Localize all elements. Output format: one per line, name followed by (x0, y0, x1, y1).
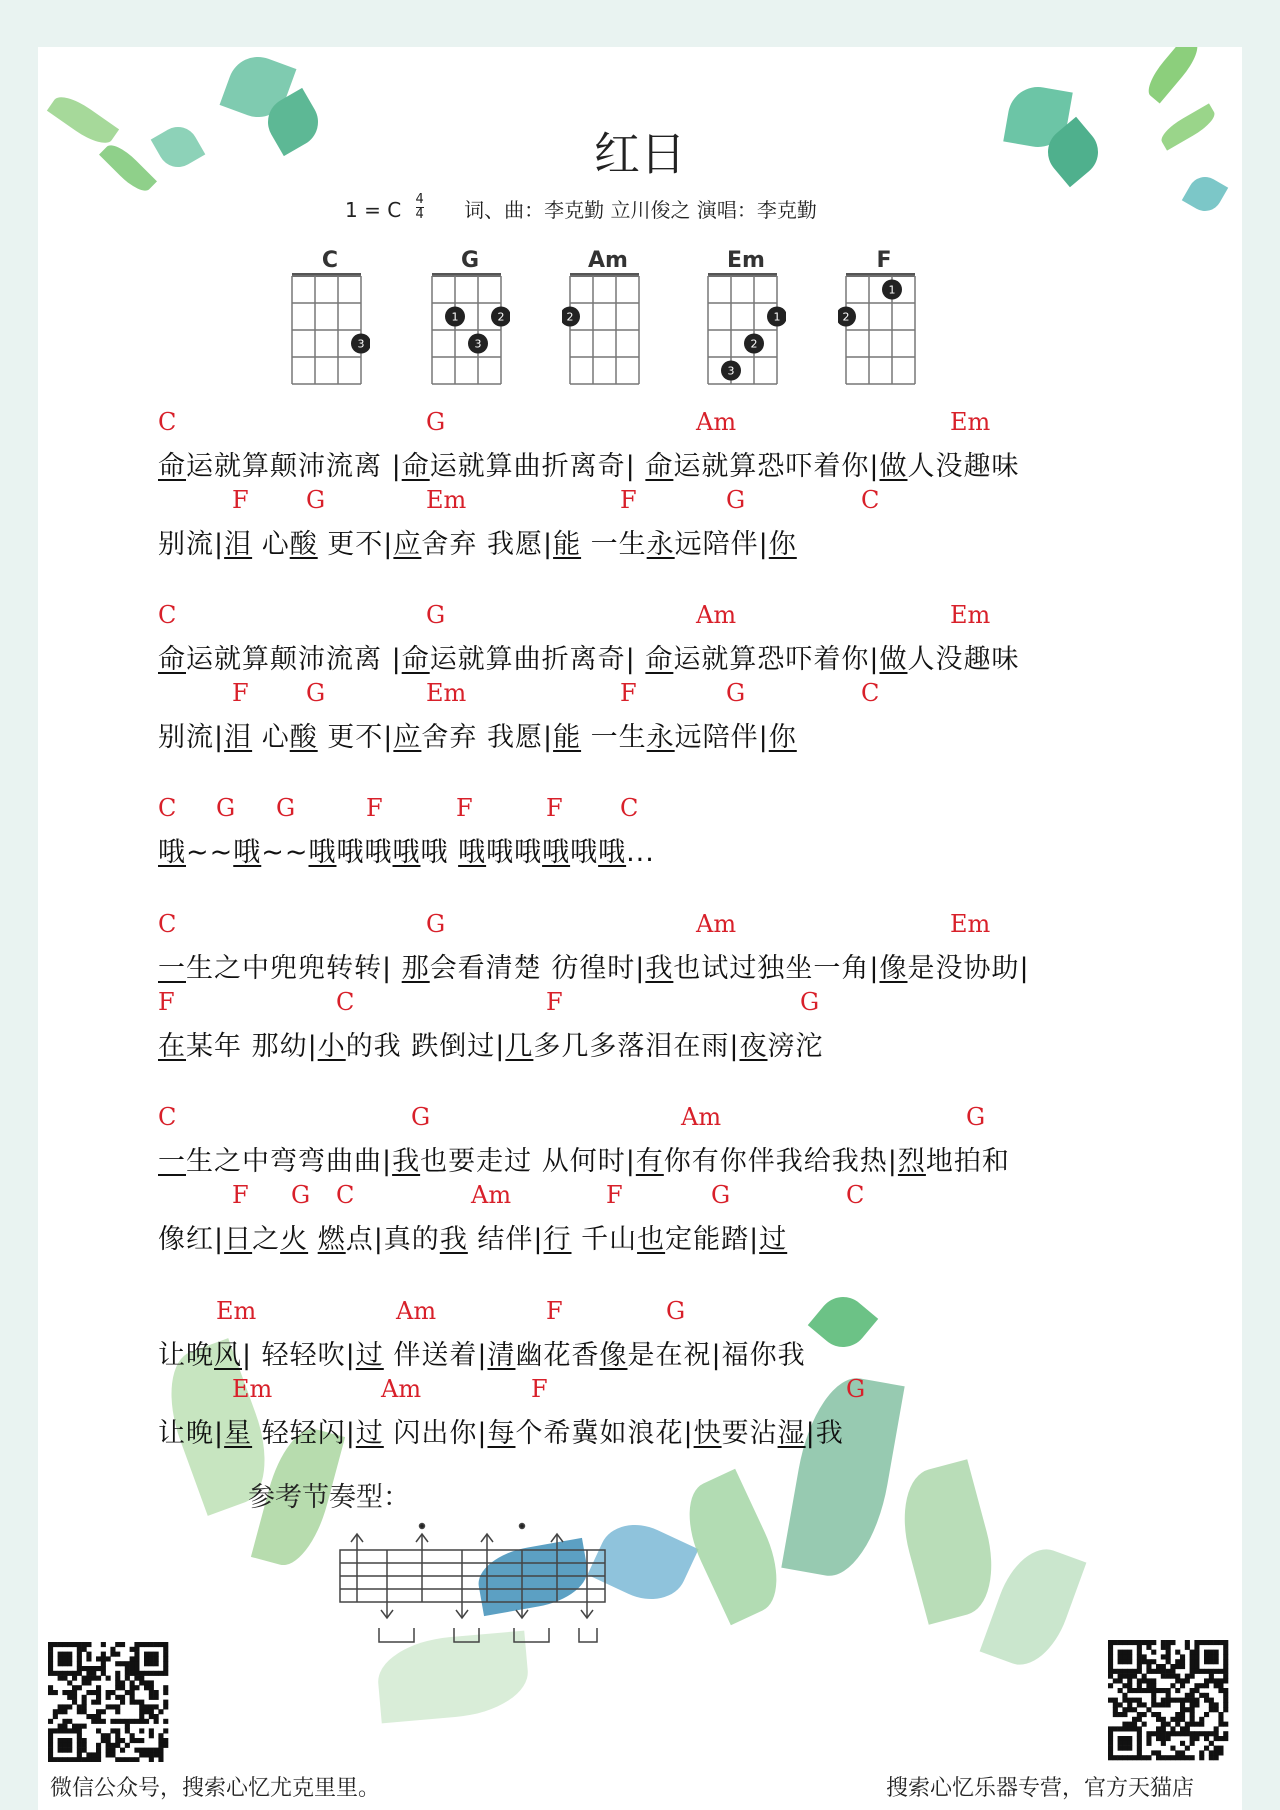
chord-label: G (306, 679, 326, 707)
lyric-line: 让晚风| 轻轻吹|过 伴送着|清幽花香像是在祝|福你我 (158, 1340, 806, 1371)
chord-name-c: C (321, 248, 339, 273)
chord-label: C (620, 794, 639, 822)
chord-label: G (306, 486, 326, 514)
chord-label: F (606, 1181, 623, 1209)
credits: 词、曲：李克勤 立川俊之 演唱：李克勤 (464, 198, 817, 222)
chord-label: Am (696, 408, 737, 436)
song-meta (345, 194, 817, 226)
chord-label: Em (426, 486, 467, 514)
chord-label: C (158, 794, 177, 822)
lyric-line: 一生之中兜兜转转| 那会看清楚 彷徨时|我也试过独坐一角|像是没协助| (158, 953, 1030, 984)
chord-label: Em (232, 1375, 273, 1403)
lyric-line: 在某年 那幼|小的我 跌倒过|几多几多落泪在雨|夜滂沱 (158, 1031, 824, 1062)
chord-diagram-c (284, 270, 370, 386)
chord-label: F (620, 486, 637, 514)
chord-label: F (546, 1297, 563, 1325)
chord-label: C (158, 910, 177, 938)
finger-number: 3 (357, 337, 365, 351)
chord-name-am: Am (588, 248, 628, 273)
lyric-line: 别流|泪 心酸 更不|应舍弃 我愿|能 一生永远陪伴|你 (158, 529, 797, 560)
chord-label: F (546, 794, 563, 822)
chord-label: F (620, 679, 637, 707)
finger-number: 1 (773, 310, 781, 324)
chord-label: G (726, 486, 746, 514)
chord-label: Em (950, 910, 991, 938)
chord-label: G (216, 794, 236, 822)
rhythm-pattern (335, 1520, 615, 1650)
chord-label: F (531, 1375, 548, 1403)
chord-diagram-am (562, 270, 648, 386)
finger-number: 2 (842, 310, 850, 324)
finger-number: 2 (497, 310, 505, 324)
chord-name-f: F (876, 248, 892, 273)
leaf-decoration (890, 1459, 1006, 1625)
finger-number: 3 (474, 337, 482, 351)
lyric-line: 一生之中弯弯曲曲|我也要走过 从何时|有你有你伴我给我热|烈地拍和 (158, 1146, 1010, 1177)
chord-label: G (726, 679, 746, 707)
chord-label: C (158, 1103, 177, 1131)
chord-label: Em (426, 679, 467, 707)
chord-label: G (426, 910, 446, 938)
chord-label: C (861, 486, 880, 514)
chord-name-em: Em (727, 248, 765, 273)
chord-label: C (861, 679, 880, 707)
chord-label: G (426, 601, 446, 629)
time-signature: $\frac{4}{4}$ (415, 192, 424, 222)
chord-label: Em (950, 408, 991, 436)
chord-label: C (158, 601, 177, 629)
chord-label: C (336, 1181, 355, 1209)
chord-label: G (426, 408, 446, 436)
lyric-line: 让晚|星 轻轻闪|过 闪出你|每个希冀如浪花|快要沾湿|我 (158, 1418, 844, 1449)
chord-label: G (966, 1103, 986, 1131)
lyric-line: 别流|泪 心酸 更不|应舍弃 我愿|能 一生永远陪伴|你 (158, 722, 797, 753)
chord-label: C (846, 1181, 865, 1209)
chord-label: Am (471, 1181, 512, 1209)
chord-label: F (546, 988, 563, 1016)
chord-label: G (800, 988, 820, 1016)
leaf-decoration (808, 1287, 878, 1357)
leaf-decoration (980, 1539, 1087, 1676)
chord-label: G (291, 1181, 311, 1209)
footer-wechat: 微信公众号，搜索心忆尤克里里。 (50, 1776, 381, 1801)
chord-diagram-f (838, 270, 924, 386)
chord-label: G (666, 1297, 686, 1325)
key-signature: 1 = C (345, 198, 402, 222)
chord-diagram-g (424, 270, 510, 386)
chord-label: F (232, 486, 249, 514)
chord-label: Em (216, 1297, 257, 1325)
qr-code-left (48, 1642, 173, 1762)
finger-number: 3 (727, 364, 735, 378)
lyric-line: 命运就算颠沛流离 |命运就算曲折离奇| 命运就算恐吓着你|做人没趣味 (158, 644, 1020, 675)
finger-number: 2 (566, 310, 574, 324)
chord-label: G (411, 1103, 431, 1131)
lyric-line: 命运就算颠沛流离 |命运就算曲折离奇| 命运就算恐吓着你|做人没趣味 (158, 451, 1020, 482)
chord-label: Am (396, 1297, 437, 1325)
lyric-line: 哦~~哦~~哦哦哦哦哦 哦哦哦哦哦哦... (158, 837, 655, 868)
chord-label: F (456, 794, 473, 822)
chord-label: G (846, 1375, 866, 1403)
chord-label: G (711, 1181, 731, 1209)
leaf-decoration (781, 1371, 904, 1584)
chord-label: C (158, 408, 177, 436)
finger-number: 1 (888, 283, 896, 297)
chord-diagram-em (700, 270, 786, 386)
chord-label: G (276, 794, 296, 822)
leaf-decoration (1141, 47, 1204, 104)
footer-store: 搜索心忆乐器专营，官方天猫店 (886, 1776, 1195, 1801)
chord-label: C (336, 988, 355, 1016)
lyric-line: 像红|日之火 燃点|真的我 结伴|行 千山也定能踏|过 (158, 1224, 788, 1255)
chord-label: F (232, 679, 249, 707)
finger-number: 2 (750, 337, 758, 351)
finger-number: 1 (451, 310, 459, 324)
rhythm-label: 参考节奏型： (248, 1482, 410, 1513)
chord-label: Am (681, 1103, 722, 1131)
chord-label: Am (696, 601, 737, 629)
chord-label: F (158, 988, 175, 1016)
chord-name-g: G (460, 248, 480, 273)
qr-code-right (1108, 1640, 1230, 1762)
chord-label: F (366, 794, 383, 822)
chord-label: F (232, 1181, 249, 1209)
chord-label: Am (381, 1375, 422, 1403)
page-title: 红日 (594, 127, 686, 181)
chord-label: Em (950, 601, 991, 629)
chord-label: Am (696, 910, 737, 938)
